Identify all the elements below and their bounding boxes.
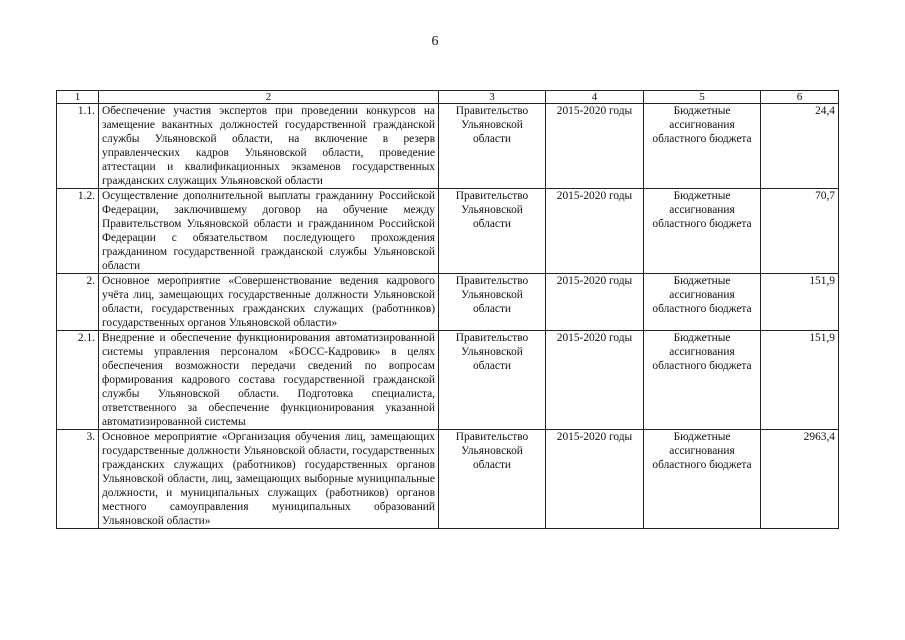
table-row	[57, 104, 839, 189]
table-row	[57, 189, 839, 274]
executor: Правительство Ульяновской области	[439, 104, 546, 189]
activity-description: Осуществление дополнительной выплаты гражданину Российской Федерации, заключившему договор на обучение между Правительством Ульяновской области и гражданином Российской Федерации с обязательством последующего прохождения гражданином государственной гражданской службы Ульяновской области	[99, 189, 439, 274]
funding-amount: 151,9	[761, 331, 839, 430]
row-number: 2.	[57, 274, 99, 331]
row-number: 1.2.	[57, 189, 99, 274]
period: 2015-2020 годы	[546, 331, 644, 430]
period: 2015-2020 годы	[546, 104, 644, 189]
funding-source: Бюджетные ассигнования областного бюджета	[644, 430, 761, 529]
activity-description: Внедрение и обеспечение функционирования автоматизированной системы управления персоналом «БОСС-Кадровик» в целях обеспечения возможности передачи сведений по вопросам формирования кадрового состава государственной гражданской службы Ульяновской области. Подготовка специалиста, ответственного за обеспечение функционирования указанной автоматизированной системы	[99, 331, 439, 430]
period: 2015-2020 годы	[546, 189, 644, 274]
row-number: 3.	[57, 430, 99, 529]
column-header: 5	[644, 91, 761, 104]
executor: Правительство Ульяновской области	[439, 189, 546, 274]
activity-description: Основное мероприятие «Организация обучения лиц, замещающих государственные должности Ульяновской области, государственных гражданских служащих (работников) государственных органов Ульяновской области, лиц, замещающих выборные муниципальные должности, и муниципальных служащих (работников) органов местного самоуправления муниципальных образований Ульяновской области»	[99, 430, 439, 529]
table-row	[57, 331, 839, 430]
funding-amount: 70,7	[761, 189, 839, 274]
executor: Правительство Ульяновской области	[439, 274, 546, 331]
funding-source: Бюджетные ассигнования областного бюджета	[644, 274, 761, 331]
funding-amount: 24,4	[761, 104, 839, 189]
period: 2015-2020 годы	[546, 274, 644, 331]
page-number: 6	[431, 34, 439, 49]
activity-description: Обеспечение участия экспертов при проведении конкурсов на замещение вакантных должностей государственной гражданской службы Ульяновской области, на включение в резерв управленческих кадров Ульяновской области, проведение аттестации и квалификационных экзаменов государственных гражданских служащих Ульяновской области	[99, 104, 439, 189]
executor: Правительство Ульяновской области	[439, 430, 546, 529]
row-number: 2.1.	[57, 331, 99, 430]
funding-source: Бюджетные ассигнования областного бюджета	[644, 189, 761, 274]
column-header: 1	[57, 91, 99, 104]
period: 2015-2020 годы	[546, 430, 644, 529]
executor: Правительство Ульяновской области	[439, 331, 546, 430]
table-row	[57, 274, 839, 331]
activity-description: Основное мероприятие «Совершенствование ведения кадрового учёта лиц, замещающих государственные должности Ульяновской области, государственных гражданских служащих (работников) государственных органов Ульяновской области»	[99, 274, 439, 331]
column-header: 3	[439, 91, 546, 104]
column-header: 2	[99, 91, 439, 104]
funding-source: Бюджетные ассигнования областного бюджета	[644, 104, 761, 189]
row-number: 1.1.	[57, 104, 99, 189]
program-activities-table	[56, 90, 839, 529]
funding-source: Бюджетные ассигнования областного бюджета	[644, 331, 761, 430]
column-header: 6	[761, 91, 839, 104]
header-row	[57, 91, 839, 104]
funding-amount: 2963,4	[761, 430, 839, 529]
funding-amount: 151,9	[761, 274, 839, 331]
table-row	[57, 430, 839, 529]
column-header: 4	[546, 91, 644, 104]
